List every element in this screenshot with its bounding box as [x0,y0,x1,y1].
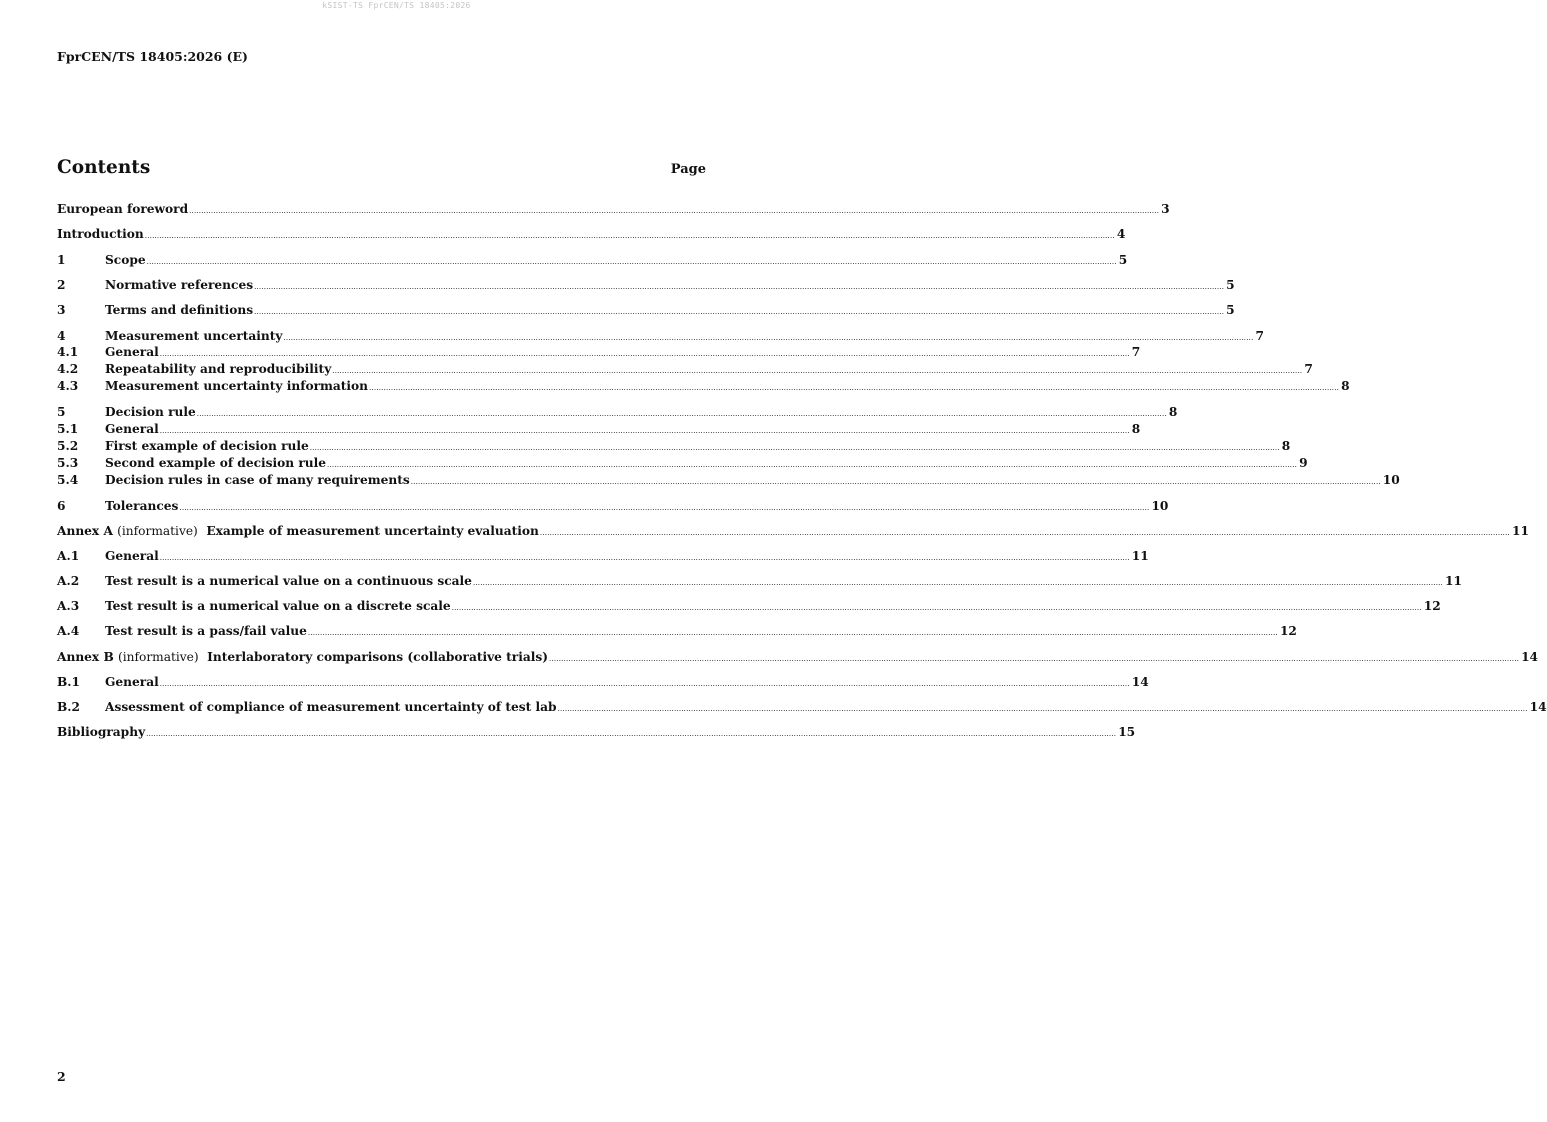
toc-leader-dots: ................................................................................................................................................................................................................................................................................................................................................................................................................ [309,444,1280,452]
toc-entry-title [105,439,309,453]
toc-entry-title [105,278,253,292]
toc-leader-dots: ................................................................................................................................................................................................................................................................................................................................................................................................................ [307,629,1278,637]
toc-entry-text: Decision rule [105,405,196,419]
toc-entry-title [57,650,548,664]
toc-entry-number: 5.3 [57,456,79,470]
toc-entry-page: 7 [1131,345,1141,359]
toc-entry-title [57,524,539,538]
toc-leader-dots: ................................................................................................................................................................................................................................................................................................................................................................................................................ [159,680,1130,688]
toc-leader-dots: ................................................................................................................................................................................................................................................................................................................................................................................................................ [283,334,1254,342]
toc-entry-number: 5.2 [57,439,79,453]
toc-entry-text: General [105,345,159,359]
toc-entry-page: 14 [1521,650,1539,664]
toc-entry-text: Scope [105,253,146,267]
toc-entry-page: 5 [1118,253,1128,267]
toc-leader-dots: ................................................................................................................................................................................................................................................................................................................................................................................................................ [146,258,1117,266]
toc-leader-dots: ................................................................................................................................................................................................................................................................................................................................................................................................................ [179,504,1150,512]
toc-entry-page: 12 [1423,599,1441,613]
toc-entry[interactable] [57,362,1313,378]
toc-entry[interactable] [57,499,1169,515]
toc-entry-text: General [105,675,159,689]
toc-entry-number: 3 [57,303,66,317]
toc-entry-number: 2 [57,278,66,292]
contents-title: Contents [57,157,151,178]
toc-leader-dots: ................................................................................................................................................................................................................................................................................................................................................................................................................ [472,579,1443,587]
toc-entry[interactable] [57,725,1136,741]
toc-entry-page: 8 [1168,405,1178,419]
toc-entry[interactable] [57,379,1350,395]
toc-entry-number: 5.4 [57,473,79,487]
toc-entry[interactable] [57,405,1178,421]
toc-entry-text: Tolerances [105,499,179,513]
toc-entry-number: B.1 [57,675,81,689]
toc-entry-number: 6 [57,499,66,513]
toc-entry-page: 11 [1131,549,1149,563]
toc-entry-page: 11 [1444,574,1462,588]
toc-entry-title [105,303,253,317]
toc-entry[interactable] [57,549,1149,565]
toc-entry[interactable] [57,524,1529,540]
toc-entry-page: 3 [1161,202,1170,216]
toc-entry-prefix: Annex B [57,650,114,664]
document-id: FprCEN/TS 18405:2026 (E) [57,49,248,64]
toc-entry-page: 10 [1151,499,1169,513]
toc-entry-title [105,362,331,376]
toc-entry-prefix: Bibliography [57,725,146,739]
watermark: kSIST-TS FprCEN/TS 18405:2026 [322,1,471,10]
toc-entry-text: Terms and definitions [105,303,254,317]
toc-entry-text: Repeatability and reproducibility [105,362,332,376]
toc-entry[interactable] [57,329,1264,345]
toc-entry-informative-label: (informative) [118,650,199,664]
toc-entry-page: 14 [1131,675,1149,689]
toc-entry[interactable] [57,202,1170,218]
toc-entry-title [57,202,188,216]
toc-entry-page: 7 [1304,362,1313,376]
page-column-label: Page [670,162,706,177]
toc-entry[interactable] [57,675,1149,691]
toc-entry-title [105,329,282,343]
toc-entry[interactable] [57,227,1126,243]
toc-entry-text: Example of measurement uncertainty evaluation [206,524,539,538]
toc-entry-text: General [105,422,159,436]
toc-leader-dots: ................................................................................................................................................................................................................................................................................................................................................................................................................ [159,350,1130,358]
toc-leader-dots: ................................................................................................................................................................................................................................................................................................................................................................................................................ [144,232,1115,240]
toc-entry-text: Test result is a numerical value on a continuous scale [105,574,472,588]
toc-entry-page: 8 [1131,422,1141,436]
toc-entry[interactable] [57,650,1539,666]
toc-leader-dots: ................................................................................................................................................................................................................................................................................................................................................................................................................ [189,207,1160,215]
toc-entry-number: 1 [57,253,66,267]
toc-entry-number: 4 [57,329,66,343]
toc-entry-title [105,422,159,436]
toc-entry-number: 5 [57,405,66,419]
toc-leader-dots: ................................................................................................................................................................................................................................................................................................................................................................................................................ [369,384,1340,392]
toc-entry-title [105,405,196,419]
toc-entry-title [105,379,368,393]
page-number: 2 [57,1069,66,1084]
toc-entry-prefix: Introduction [57,227,144,241]
toc-entry-title [105,675,159,689]
toc-entry-text: General [105,549,159,563]
toc-entry-title [105,549,159,563]
toc-entry-title [105,456,326,470]
toc-entry-title [57,227,144,241]
toc-leader-dots: ................................................................................................................................................................................................................................................................................................................................................................................................................ [539,529,1510,537]
toc-entry-page: 10 [1382,473,1400,487]
toc-entry-number: 4.2 [57,362,79,376]
toc-entry[interactable] [57,439,1291,455]
toc-leader-dots: ................................................................................................................................................................................................................................................................................................................................................................................................................ [410,478,1381,486]
toc-leader-dots: ................................................................................................................................................................................................................................................................................................................................................................................................................ [159,554,1130,562]
toc-entry[interactable] [57,345,1141,361]
toc-entry-title [105,574,472,588]
toc-entry-title [105,473,410,487]
toc-entry-page: 11 [1511,524,1529,538]
toc-entry[interactable] [57,303,1235,319]
toc-entry-number: A.3 [57,599,80,613]
toc-entry-text: Measurement uncertainty information [105,379,369,393]
toc-entry-text: Decision rules in case of many requirements [105,473,410,487]
toc-entry-text: Test result is a numerical value on a discrete scale [105,599,451,613]
toc-entry-page: 5 [1226,278,1235,292]
toc-entry-page: 5 [1226,303,1235,317]
toc-entry[interactable] [57,473,1400,489]
toc-entry-text: Test result is a pass/fail value [105,624,307,638]
toc-entry-number: 4.3 [57,379,79,393]
toc-entry-text: First example of decision rule [105,439,309,453]
toc-entry-text: Second example of decision rule [105,456,327,470]
toc-entry-title [105,253,146,267]
toc-leader-dots: ................................................................................................................................................................................................................................................................................................................................................................................................................ [254,283,1225,291]
toc-entry-number: 5.1 [57,422,79,436]
toc-entry-text: Measurement uncertainty [105,329,283,343]
toc-leader-dots: ................................................................................................................................................................................................................................................................................................................................................................................................................ [159,427,1130,435]
toc-entry-title [105,499,178,513]
toc-entry-page: 14 [1529,700,1547,714]
toc-entry-text: Interlaboratory comparisons (collaborative trials) [207,650,549,664]
toc-entry[interactable] [57,574,1462,590]
toc-leader-dots: ................................................................................................................................................................................................................................................................................................................................................................................................................ [557,705,1528,713]
toc-entry[interactable] [57,422,1141,438]
toc-entry-title [105,700,557,714]
toc-leader-dots: ................................................................................................................................................................................................................................................................................................................................................................................................................ [146,730,1117,738]
toc-entry-text: Normative references [105,278,254,292]
toc-entry-title [105,345,159,359]
toc-entry-number: A.2 [57,574,80,588]
toc-entry-prefix: Annex A [57,524,113,538]
toc-entry[interactable] [57,700,1547,716]
toc-entry-title [105,624,307,638]
toc-entry[interactable] [57,253,1128,269]
toc-entry[interactable] [57,278,1235,294]
toc-entry-title [57,725,145,739]
toc-entry-prefix: European foreword [57,202,189,216]
toc-entry-page: 9 [1299,456,1308,470]
toc-leader-dots: ................................................................................................................................................................................................................................................................................................................................................................................................................ [332,367,1303,375]
toc-entry[interactable] [57,599,1441,615]
toc-entry-page: 8 [1281,439,1291,453]
toc-entry-page: 12 [1279,624,1297,638]
toc-entry-number: A.4 [57,624,80,638]
toc-leader-dots: ................................................................................................................................................................................................................................................................................................................................................................................................................ [549,655,1520,663]
toc-entry-text: Assessment of compliance of measurement uncertainty of test lab [105,700,557,714]
toc-entry-number: B.2 [57,700,81,714]
toc-leader-dots: ................................................................................................................................................................................................................................................................................................................................................................................................................ [196,410,1167,418]
toc-leader-dots: ................................................................................................................................................................................................................................................................................................................................................................................................................ [327,461,1298,469]
toc-entry[interactable] [57,456,1308,472]
toc-leader-dots: ................................................................................................................................................................................................................................................................................................................................................................................................................ [254,308,1225,316]
toc-entry-page: 4 [1116,227,1126,241]
toc-entry-number: 4.1 [57,345,79,359]
toc-leader-dots: ................................................................................................................................................................................................................................................................................................................................................................................................................ [451,604,1422,612]
toc-entry-page: 8 [1341,379,1350,393]
toc-entry-title [105,599,451,613]
contents-header [57,157,706,183]
toc-entry-number: A.1 [57,549,80,563]
toc-entry-page: 15 [1118,725,1136,739]
toc-entry[interactable] [57,624,1297,640]
toc-entry-page: 7 [1255,329,1264,343]
toc-entry-informative-label: (informative) [117,524,198,538]
